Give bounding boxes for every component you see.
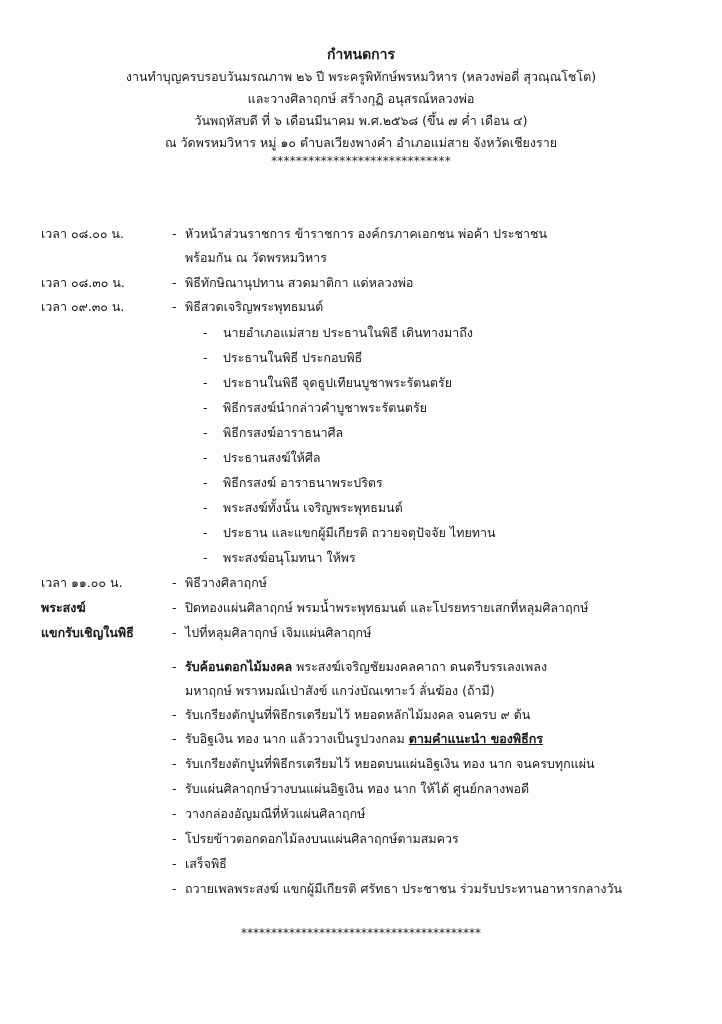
header-line-4: ณ วัดพรหมวิหาร หมู่ ๑๐ ตำบลเวียงพางคำ อำเภอแม่สาย จังหวัดเชียงราย [164, 135, 558, 150]
dash: - [172, 625, 177, 640]
dash: - [172, 806, 177, 821]
header-line-2: และวางศิลาฤกษ์ สร้างกุฏิ อนุสรณ์หลวงพ่อ [247, 91, 475, 106]
monk-label: พระสงฆ์ [41, 600, 86, 615]
guest-step-1-bold: รับค้อนตอกไม้มงคล [185, 659, 293, 674]
dash: - [172, 756, 177, 771]
time-1100: เวลา ๑๑.๐๐ น. [41, 575, 123, 590]
dash: - [172, 856, 177, 871]
guest-step-2: รับเกรียงตักปูนที่พิธีกรเตรียมไว้ หยอดหลักไม้มงคล จนครบ ๙ ต้น [185, 707, 531, 722]
dash: - [172, 831, 177, 846]
guest-step-8: เสร็จพิธี [185, 856, 227, 871]
guest-text: ไปที่หลุมศิลาฤกษ์ เจิมแผ่นศิลาฤกษ์ [185, 625, 372, 640]
dash: - [172, 275, 177, 290]
guest-step-1-rest: พระสงฆ์เจริญชัยมงคลคาถา ดนตรีบรรเลงเพลง [292, 659, 548, 674]
sub-item: ประธาน และแขกผู้มีเกียรติ ถวายจตุปัจจัย ไทยทาน [223, 525, 496, 540]
sub-item: ประธานในพิธี จุดธูปเทียนบูชาพระรัตนตรัย [223, 375, 453, 390]
dash: - [172, 299, 177, 314]
dash: - [203, 400, 208, 415]
guest-step-3 [185, 731, 543, 747]
dash: - [172, 881, 177, 896]
document-title: กำหนดการ [326, 47, 396, 63]
sub-item: พิธีกรสงฆ์นำกล่าวคำบูชาพระรัตนตรัย [223, 400, 428, 415]
item-0800-cont: พร้อมกัน ณ วัดพรหมวิหาร [185, 250, 327, 265]
header-line-1: งานทำบุญครบรอบวันมรณภาพ ๒๖ ปี พระครูพิทักษ์พรหมวิหาร (หลวงพ่อดี่ สุวณฺณโชโต) [125, 69, 597, 84]
item-0830-text: พิธีทักษิณานุปทาน สวดมาติกา แด่หลวงพ่อ [185, 275, 414, 290]
guest-step-7: โปรยข้าวตอกดอกไม้ลงบนแผ่นศิลาฤกษ์ตามสมควร [185, 831, 459, 846]
sub-item: พิธีกรสงฆ์อาราธนาศีล [223, 425, 344, 440]
guest-step-9: ถวายเพลพระสงฆ์ แขกผู้มีเกียรติ ศรัทธา ประชาชน ร่วมรับประทานอาหารกลางวัน [185, 881, 623, 896]
sub-item: พระสงฆ์ทั้งนั้น เจริญพระพุทธมนต์ [223, 500, 403, 515]
header-line-3: วันพฤหัสบดี ที่ ๖ เดือนมีนาคม พ.ศ.๒๕๖๘ (ขึ้น ๗ ค่ำ เดือน ๔) [194, 113, 528, 128]
guest-label: แขกรับเชิญในพิธี [41, 625, 134, 640]
guest-step-4: รับเกรียงตักปูนที่พิธีกรเตรียมไว้ หยอดบนแผ่นอิฐเงิน ทอง นาก จนครบทุกแผ่น [185, 756, 595, 771]
guest-step-6: วางกล่องอัญมณีที่หัวแผ่นศิลาฤกษ์ [185, 806, 366, 821]
guest-step-3-underlined: ตามคำแนะนำ ของพิธีกร [408, 731, 544, 746]
item-1100-text: พิธีวางศิลาฤกษ์ [185, 575, 268, 590]
dash: - [203, 450, 208, 465]
guest-step-1-cont: มหาฤกษ์ พราหมณ์เป่าสังข์ แกว่งบัณเฑาะว์ ลั่นฆ้อง (ถ้ามี) [185, 683, 495, 698]
dash: - [172, 731, 177, 746]
footer-separator: **************************************** [241, 926, 481, 940]
dash: - [172, 226, 177, 241]
sub-item: นายอำเภอแม่สาย ประธานในพิธี เดินทางมาถึง [223, 325, 473, 340]
sub-item: ประธานในพิธี ประกอบพิธี [223, 350, 363, 365]
dash: - [203, 350, 208, 365]
guest-step-3-text: รับอิฐเงิน ทอง นาก แล้ววางเป็นรูปวงกลม [185, 731, 409, 746]
dash: - [172, 600, 177, 615]
dash: - [203, 475, 208, 490]
guest-step-5: รับแผ่นศิลาฤกษ์วางบนแผ่นอิฐเงิน ทอง นาก ให้ได้ ศูนย์กลางพอดี [185, 781, 530, 796]
sub-item: พระสงฆ์อนุโมทนา ให้พร [223, 550, 356, 565]
guest-step-1 [185, 659, 547, 675]
time-0830: เวลา ๐๘.๓๐ น. [41, 275, 125, 290]
sub-item: ประธานสงฆ์ให้ศีล [223, 450, 321, 465]
dash: - [172, 781, 177, 796]
dash: - [172, 707, 177, 722]
sub-item: พิธีกรสงฆ์ อาราธนาพระปริตร [223, 475, 383, 490]
header-separator: ***************************** [271, 154, 451, 168]
time-0800: เวลา ๐๘.๐๐ น. [41, 226, 124, 241]
time-0930: เวลา ๐๙.๓๐ น. [41, 299, 125, 314]
monk-text: ปิดทองแผ่นศิลาฤกษ์ พรมน้ำพระพุทธมนต์ และโปรยทรายเสกที่หลุมศิลาฤกษ์ [185, 600, 589, 615]
dash: - [172, 659, 177, 674]
dash: - [203, 425, 208, 440]
dash: - [172, 575, 177, 590]
dash: - [203, 375, 208, 390]
dash: - [203, 325, 208, 340]
dash: - [203, 500, 208, 515]
dash: - [203, 550, 208, 565]
item-0800-text: หัวหน้าส่วนราชการ ข้าราชการ องค์กรภาคเอกชน พ่อค้า ประชาชน [185, 226, 548, 241]
dash: - [203, 525, 208, 540]
item-0930-text: พิธีสวดเจริญพระพุทธมนต์ [185, 299, 324, 314]
